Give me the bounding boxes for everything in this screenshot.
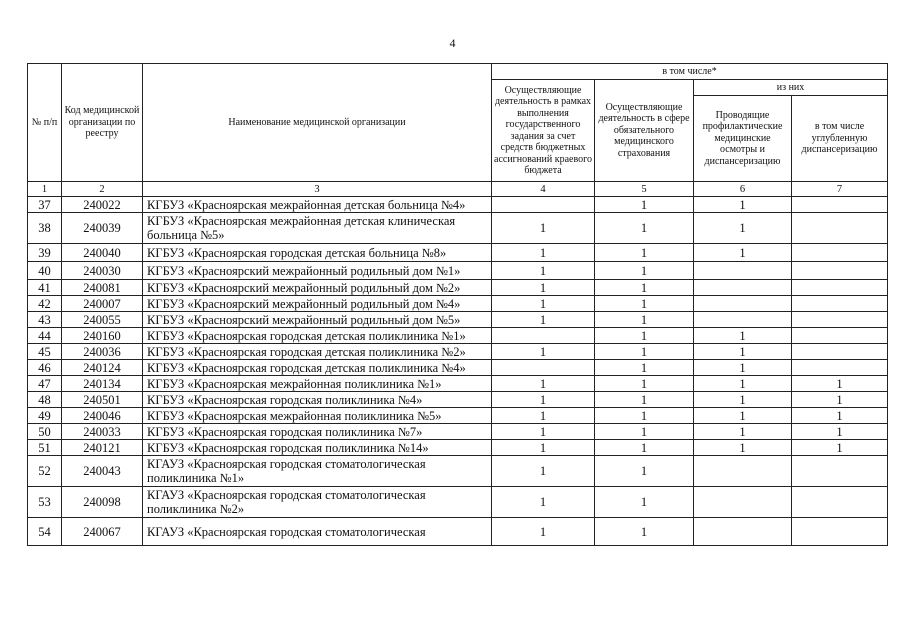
row-col6-flag — [694, 262, 792, 280]
row-col4-flag: 1 — [492, 518, 595, 546]
row-col7-flag: 1 — [792, 392, 888, 408]
row-col6-flag: 1 — [694, 360, 792, 376]
row-code: 240036 — [62, 344, 143, 360]
row-col4-flag: 1 — [492, 312, 595, 328]
row-col7-flag — [792, 296, 888, 312]
row-number: 47 — [28, 376, 62, 392]
row-col7-flag: 1 — [792, 376, 888, 392]
row-number: 39 — [28, 244, 62, 262]
row-number: 51 — [28, 440, 62, 456]
row-organization-name: КГАУЗ «Красноярская городская стоматологическая поликлиника №1» — [143, 456, 492, 487]
row-code: 240067 — [62, 518, 143, 546]
row-col4-flag: 1 — [492, 456, 595, 487]
table-row — [28, 440, 888, 456]
row-col7-flag — [792, 518, 888, 546]
row-col4-flag: 1 — [492, 244, 595, 262]
row-code: 240046 — [62, 408, 143, 424]
column-number: 2 — [62, 182, 143, 197]
row-col5-flag: 1 — [595, 213, 694, 244]
table-row — [28, 487, 888, 518]
row-code: 240033 — [62, 424, 143, 440]
row-col7-flag — [792, 244, 888, 262]
row-organization-name: КГБУЗ «Красноярский межрайонный родильный дом №4» — [143, 296, 492, 312]
row-col6-flag: 1 — [694, 244, 792, 262]
row-col6-flag: 1 — [694, 344, 792, 360]
row-col5-flag: 1 — [595, 262, 694, 280]
row-col6-flag — [694, 280, 792, 296]
row-col7-flag — [792, 344, 888, 360]
row-col5-flag: 1 — [595, 244, 694, 262]
row-number: 52 — [28, 456, 62, 487]
row-col5-flag: 1 — [595, 487, 694, 518]
header-col4: Осуществляющие деятельность в рамках выполнения государственного задания за счет средств бюджетных ассигнований краевого бюджета — [492, 80, 595, 182]
row-number: 45 — [28, 344, 62, 360]
row-col5-flag: 1 — [595, 296, 694, 312]
row-col4-flag: 1 — [492, 424, 595, 440]
column-number: 5 — [595, 182, 694, 197]
row-code: 240022 — [62, 197, 143, 213]
table-row — [28, 312, 888, 328]
row-col6-flag: 1 — [694, 376, 792, 392]
header-num: № п/п — [28, 64, 62, 182]
column-number: 6 — [694, 182, 792, 197]
row-col6-flag — [694, 518, 792, 546]
row-code: 240501 — [62, 392, 143, 408]
row-organization-name: КГБУЗ «Красноярская городская детская поликлиника №4» — [143, 360, 492, 376]
row-code: 240039 — [62, 213, 143, 244]
row-col7-flag: 1 — [792, 408, 888, 424]
row-col5-flag: 1 — [595, 344, 694, 360]
table-row — [28, 213, 888, 244]
table-row — [28, 392, 888, 408]
table-row — [28, 197, 888, 213]
row-number: 54 — [28, 518, 62, 546]
row-code: 240121 — [62, 440, 143, 456]
row-organization-name: КГБУЗ «Красноярская городская детская поликлиника №1» — [143, 328, 492, 344]
row-col7-flag — [792, 197, 888, 213]
header-code: Код медицинской организации по реестру — [62, 64, 143, 182]
table-row — [28, 376, 888, 392]
row-col4-flag: 1 — [492, 487, 595, 518]
row-col7-flag: 1 — [792, 440, 888, 456]
row-code: 240098 — [62, 487, 143, 518]
table-row — [28, 262, 888, 280]
row-col7-flag — [792, 456, 888, 487]
table-row — [28, 518, 888, 546]
row-col5-flag: 1 — [595, 440, 694, 456]
row-number: 41 — [28, 280, 62, 296]
column-number: 3 — [143, 182, 492, 197]
row-col5-flag: 1 — [595, 408, 694, 424]
row-col5-flag: 1 — [595, 280, 694, 296]
row-organization-name: КГАУЗ «Красноярская городская стоматологическая поликлиника №2» — [143, 487, 492, 518]
row-number: 44 — [28, 328, 62, 344]
row-code: 240081 — [62, 280, 143, 296]
row-code: 240124 — [62, 360, 143, 376]
column-numbers-row — [28, 182, 888, 197]
row-organization-name: КГБУЗ «Красноярская межрайонная поликлиника №1» — [143, 376, 492, 392]
row-organization-name: КГБУЗ «Красноярская городская детская поликлиника №2» — [143, 344, 492, 360]
row-col7-flag — [792, 487, 888, 518]
row-col5-flag: 1 — [595, 376, 694, 392]
row-code: 240040 — [62, 244, 143, 262]
header-col6: Проводящие профилактические медицинские осмотры и диспансеризацию — [694, 96, 792, 182]
row-number: 46 — [28, 360, 62, 376]
row-col6-flag: 1 — [694, 440, 792, 456]
row-col5-flag: 1 — [595, 328, 694, 344]
row-col4-flag: 1 — [492, 296, 595, 312]
row-col5-flag: 1 — [595, 456, 694, 487]
row-col5-flag: 1 — [595, 518, 694, 546]
row-code: 240134 — [62, 376, 143, 392]
row-col5-flag: 1 — [595, 392, 694, 408]
column-number: 4 — [492, 182, 595, 197]
row-organization-name: КГБУЗ «Красноярская городская поликлиника №7» — [143, 424, 492, 440]
row-organization-name: КГБУЗ «Красноярский межрайонный родильный дом №5» — [143, 312, 492, 328]
table-row — [28, 344, 888, 360]
row-col6-flag: 1 — [694, 197, 792, 213]
page-number: 4 — [449, 36, 456, 50]
row-organization-name: КГБУЗ «Красноярская межрайонная поликлиника №5» — [143, 408, 492, 424]
table-row — [28, 360, 888, 376]
row-code: 240055 — [62, 312, 143, 328]
header-col7: в том числе углубленную диспансеризацию — [792, 96, 888, 182]
header-including: в том числе* — [492, 64, 888, 80]
table-header — [28, 64, 888, 197]
row-number: 49 — [28, 408, 62, 424]
row-col4-flag: 1 — [492, 280, 595, 296]
row-organization-name: КГБУЗ «Красноярская городская поликлиника №14» — [143, 440, 492, 456]
row-col4-flag: 1 — [492, 392, 595, 408]
row-organization-name: КГБУЗ «Красноярский межрайонный родильный дом №2» — [143, 280, 492, 296]
column-number: 7 — [792, 182, 888, 197]
table-row — [28, 456, 888, 487]
row-code: 240160 — [62, 328, 143, 344]
row-col5-flag: 1 — [595, 424, 694, 440]
row-organization-name: КГБУЗ «Красноярский межрайонный родильный дом №1» — [143, 262, 492, 280]
table-body — [28, 197, 888, 546]
row-col7-flag — [792, 213, 888, 244]
header-name: Наименование медицинской организации — [143, 64, 492, 182]
row-col7-flag — [792, 262, 888, 280]
row-organization-name: КГБУЗ «Красноярская городская поликлиника №4» — [143, 392, 492, 408]
row-organization-name: КГБУЗ «Красноярская межрайонная детская больница №4» — [143, 197, 492, 213]
row-col6-flag — [694, 296, 792, 312]
row-code: 240007 — [62, 296, 143, 312]
row-col4-flag: 1 — [492, 344, 595, 360]
row-col6-flag: 1 — [694, 408, 792, 424]
row-organization-name: КГБУЗ «Красноярская межрайонная детская клиническая больница №5» — [143, 213, 492, 244]
header-of-them: из них — [694, 80, 888, 96]
row-code: 240043 — [62, 456, 143, 487]
row-number: 42 — [28, 296, 62, 312]
row-col6-flag — [694, 312, 792, 328]
row-col4-flag: 1 — [492, 262, 595, 280]
table-row — [28, 424, 888, 440]
row-col4-flag — [492, 360, 595, 376]
row-number: 48 — [28, 392, 62, 408]
row-number: 40 — [28, 262, 62, 280]
table-row — [28, 244, 888, 262]
row-number: 53 — [28, 487, 62, 518]
row-col4-flag: 1 — [492, 440, 595, 456]
row-col7-flag — [792, 312, 888, 328]
row-col4-flag — [492, 197, 595, 213]
row-col4-flag: 1 — [492, 376, 595, 392]
row-organization-name: КГБУЗ «Красноярская городская детская больница №8» — [143, 244, 492, 262]
row-code: 240030 — [62, 262, 143, 280]
column-number: 1 — [28, 182, 62, 197]
row-col7-flag — [792, 280, 888, 296]
row-number: 50 — [28, 424, 62, 440]
row-col5-flag: 1 — [595, 197, 694, 213]
table-row — [28, 328, 888, 344]
row-number: 37 — [28, 197, 62, 213]
table-row — [28, 408, 888, 424]
row-col4-flag: 1 — [492, 213, 595, 244]
row-col6-flag — [694, 456, 792, 487]
row-col4-flag: 1 — [492, 408, 595, 424]
row-col7-flag: 1 — [792, 424, 888, 440]
row-col6-flag: 1 — [694, 213, 792, 244]
row-organization-name: КГАУЗ «Красноярская городская стоматологическая — [143, 518, 492, 546]
header-col5: Осуществляющие деятельность в сфере обязательного медицинского страхования — [595, 80, 694, 182]
row-col7-flag — [792, 328, 888, 344]
table-row — [28, 296, 888, 312]
row-col6-flag: 1 — [694, 392, 792, 408]
row-col4-flag — [492, 328, 595, 344]
row-col5-flag: 1 — [595, 312, 694, 328]
row-col7-flag — [792, 360, 888, 376]
row-number: 43 — [28, 312, 62, 328]
row-col6-flag: 1 — [694, 328, 792, 344]
row-col5-flag: 1 — [595, 360, 694, 376]
row-number: 38 — [28, 213, 62, 244]
row-col6-flag: 1 — [694, 424, 792, 440]
organizations-table — [27, 63, 888, 546]
row-col6-flag — [694, 487, 792, 518]
table-row — [28, 280, 888, 296]
